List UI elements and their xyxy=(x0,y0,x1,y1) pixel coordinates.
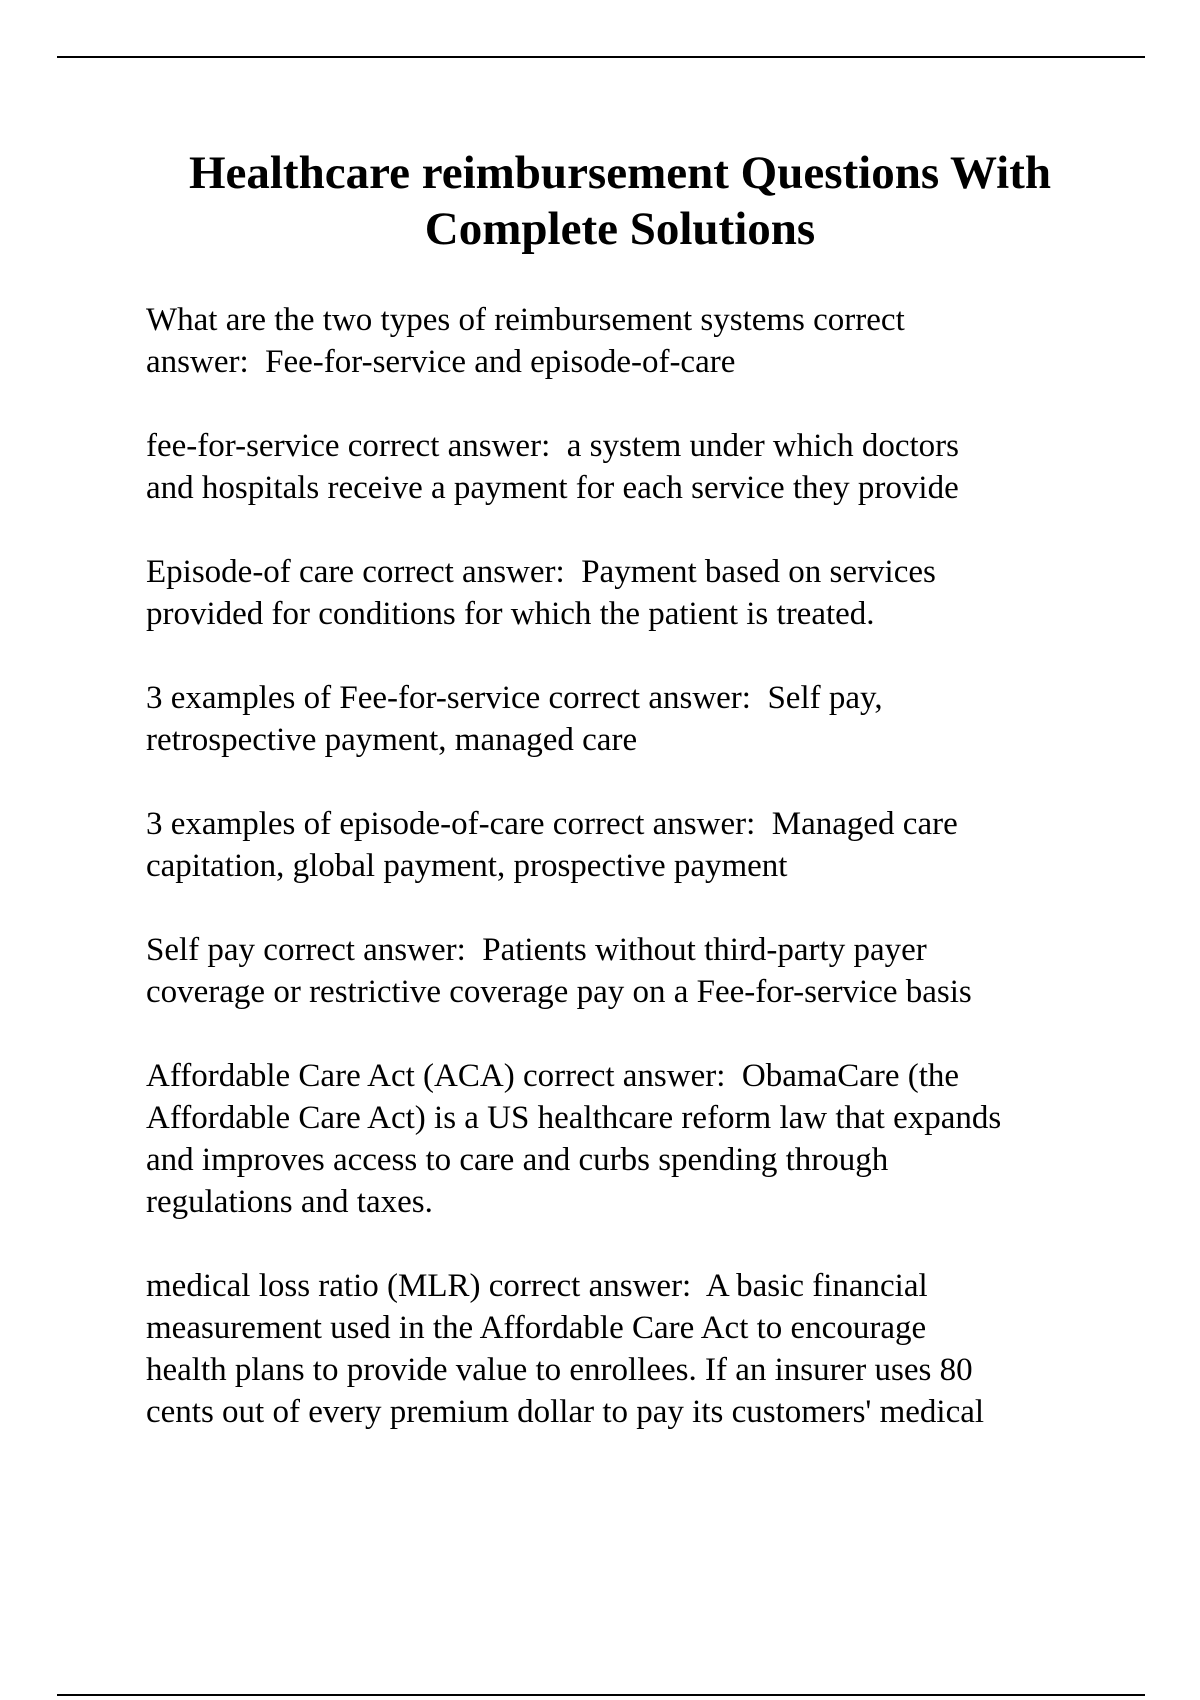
document-body xyxy=(146,299,1136,1475)
document-title xyxy=(100,145,1140,257)
title-line-1: Healthcare reimbursement Questions With xyxy=(188,147,1052,199)
qa-entry-5: 3 examples of episode-of-care correct answer: Managed care capitation, global payment, prospective payment xyxy=(146,806,958,884)
title-line-2: Complete Solutions xyxy=(424,203,816,255)
bottom-rule xyxy=(57,1694,1145,1696)
qa-entry-6: Self pay correct answer: Patients without third-party payer coverage or restrictive coverage pay on a Fee-for-service basis xyxy=(146,932,972,1010)
top-rule xyxy=(57,56,1145,58)
qa-entry-4: 3 examples of Fee-for-service correct answer: Self pay, retrospective payment, managed care xyxy=(146,680,883,758)
qa-entry-7: Affordable Care Act (ACA) correct answer: ObamaCare (the Affordable Care Act) is a US healthcare reform law that expands and improves access to care and curbs spending through regulations and taxes. xyxy=(146,1058,1002,1220)
qa-entry-8: medical loss ratio (MLR) correct answer: A basic financial measurement used in the Affordable Care Act to encourage health plans to provide value to enrollees. If an insurer uses 80 cents out of every premium dollar to pay its customers' medical xyxy=(146,1268,985,1430)
qa-entry-1: What are the two types of reimbursement systems correct answer: Fee-for-service and episode-of-care xyxy=(146,302,905,380)
qa-entry-3: Episode-of care correct answer: Payment based on services provided for conditions for which the patient is treated. xyxy=(146,554,936,632)
qa-entry-2: fee-for-service correct answer: a system under which doctors and hospitals receive a payment for each service they provide xyxy=(146,428,959,506)
